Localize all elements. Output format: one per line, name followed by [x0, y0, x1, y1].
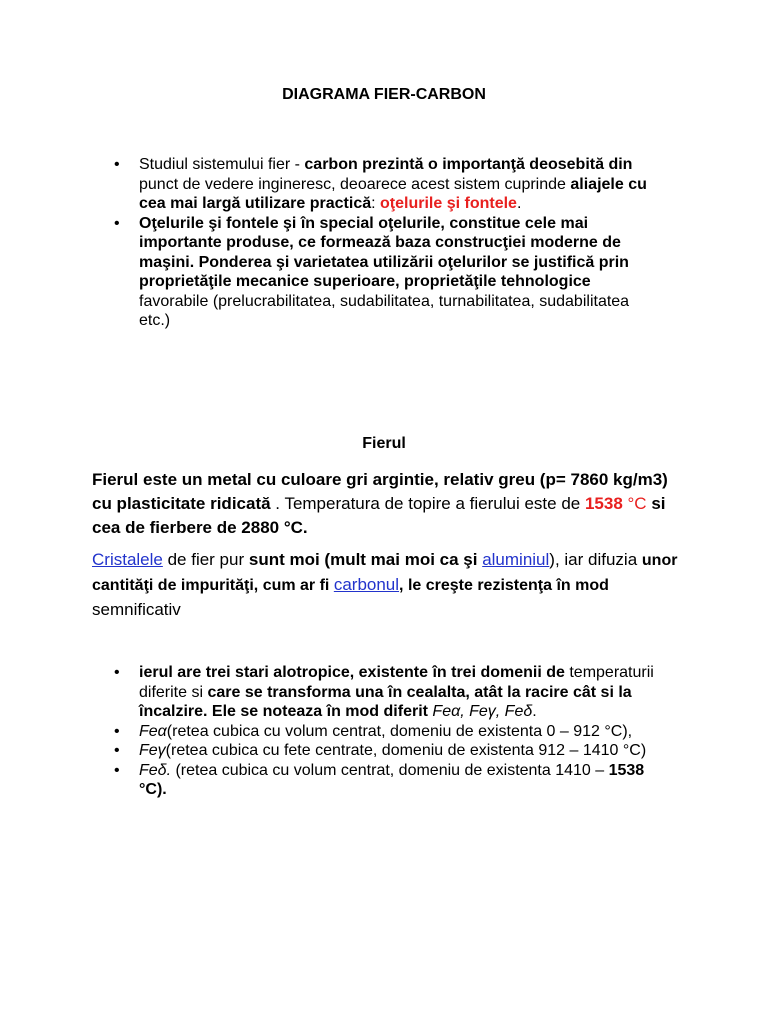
intro-b1-highlight: oţelurile şi fontele — [380, 195, 517, 212]
allo-b1-phases: Feα, Feγ, Feδ — [432, 703, 533, 720]
section-title: Fierul — [362, 435, 406, 452]
melting-point-unit: °C — [622, 494, 647, 513]
allo-b2-text: (retea cubica cu volum centrat, domeniu de existenta 0 – 912 °C), — [166, 722, 633, 740]
document-title: DIAGRAMA FIER-CARBON — [282, 86, 486, 103]
para1-text-1: Fierul este un metal cu culoare gri argintie, relativ greu (p= 7860 kg/m3) cu plasticitate ridicată — [92, 470, 668, 513]
aluminiul-link[interactable]: aluminiul — [482, 550, 550, 569]
para2-text-7: semnificativ — [92, 600, 181, 619]
crystals-paragraph — [92, 548, 692, 622]
intro-b1-text-1: Studiul sistemului fier - — [139, 156, 305, 173]
allo-b1-text-3: care se transforma una în cealalta, atât la racire cât si la încalzire. Ele se noteaza în mod diferit — [139, 683, 632, 720]
para2-text-1: de fier pur — [162, 550, 249, 569]
intro-b2-text-1: Oţelurile şi fontele şi în special oţelurile, constitue cele mai importante produse, ce formează baza construcţiei moderne de maşini. Ponderea şi varietatea utilizării oţelurilor se justifică prin proprietăţile mecanice superioare, proprietăţile tehnologice — [139, 214, 629, 290]
intro-bullet-2 — [114, 214, 654, 331]
allo-b4-text-2: 1538 °C). — [139, 761, 645, 798]
intro-b1-text-2: carbon prezintă o importanţă deosebită din — [304, 156, 633, 173]
bullet-dot-icon: • — [114, 664, 120, 681]
para2-text-2: sunt moi (mult mai moi ca şi — [248, 550, 478, 569]
allotropy-bullet-3 — [114, 741, 654, 761]
intro-b1-text-3: punct de vedere ingineresc, deoarece acest sistem cuprinde — [139, 175, 566, 193]
allo-b3-text: (retea cubica cu fete centrate, domeniu de existenta 912 – — [165, 742, 583, 759]
intro-bullet-1 — [114, 155, 654, 214]
bullet-dot-icon: • — [114, 722, 120, 740]
allotropy-bullet-1 — [114, 663, 654, 722]
intro-b2-text-2: favorabile (prelucrabilitatea, sudabilitatea, turnabilitatea, sudabilitatea etc.) — [139, 292, 630, 329]
para1-text-5: si cea de fierbere de 2880 °C. — [92, 494, 666, 537]
cristalele-link[interactable]: Cristalele — [92, 550, 163, 569]
bullet-dot-icon: • — [114, 761, 120, 779]
iron-description-paragraph — [92, 468, 692, 540]
allo-b3-text-2: 1410 °C) — [582, 742, 647, 759]
intro-b1-text-5: : — [371, 195, 381, 212]
carbonul-link[interactable]: carbonul — [333, 575, 400, 594]
allo-b3-phase: Feγ — [139, 742, 166, 759]
para2-text-6: , le creşte rezistenţa în mod — [399, 577, 609, 594]
allotropy-bullet-2 — [114, 722, 654, 742]
allo-b1-text-5: . — [532, 703, 537, 720]
intro-b1-text-7: . — [516, 195, 522, 212]
bullet-dot-icon: • — [114, 214, 120, 232]
bullet-dot-icon: • — [114, 156, 120, 173]
para2-text-5: unor cantităţi de impurităţi, cum ar fi — [92, 552, 678, 594]
allo-b4-text: (retea cubica cu volum centrat, domeniu de existenta 1410 – — [171, 761, 609, 779]
allotropy-bullet-list — [114, 663, 654, 800]
melting-point-value: 1538 — [584, 494, 623, 513]
allo-b1-text-1: ierul are trei stari alotropice, existente în trei domenii de — [139, 664, 570, 681]
intro-b1-text-4: aliajele cu cea mai largă utilizare practică — [139, 175, 647, 212]
intro-bullet-list — [114, 155, 654, 331]
allotropy-bullet-4 — [114, 761, 654, 800]
bullet-dot-icon: • — [114, 742, 120, 759]
para2-text-4: ), iar difuzia — [549, 550, 642, 569]
allo-b4-phase: Feδ. — [139, 761, 172, 779]
allo-b1-text-2: temperaturii diferite si — [139, 664, 654, 701]
allo-b2-phase: Feα — [139, 722, 167, 740]
para1-text-2: . Temperatura de topire a fierului este de — [270, 494, 585, 513]
